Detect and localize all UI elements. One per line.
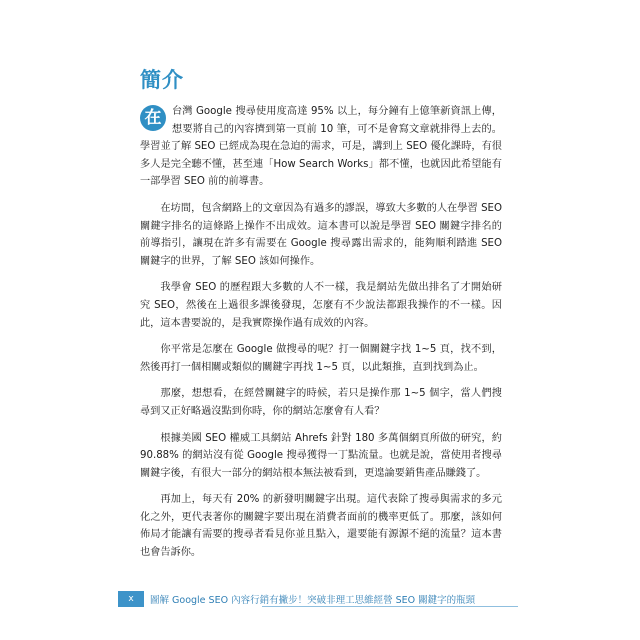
page-title: 簡介 xyxy=(140,68,184,92)
paragraph-3: 我學會 SEO 的歷程跟大多數的人不一樣，我是網站先做出排名了才開始研究 SEO，然後在上過很多課後發現，怎麼有不少說法都跟我操作的不一樣。因此，這本書要說的，是我實際操作過有成效的內容。 xyxy=(140,282,502,329)
paragraph-6: 根據美國 SEO 權威工具網站 Ahrefs 針對 180 多萬個網頁所做的研究，約 90.88% 的網站沒有從 Google 搜尋獲得一丁點流量。也就是說，當使用者搜尋關鍵字後，有很大一部分的網站根本無法被看到，更遑論要銷售產品賺錢了。 xyxy=(140,432,502,479)
page-number-badge: x xyxy=(118,591,144,607)
page-footer xyxy=(118,590,518,608)
paragraph-1 xyxy=(140,103,502,191)
dropcap: 在 xyxy=(140,105,166,131)
paragraph-4: 你平常是怎麼在 Google 做搜尋的呢？打一個關鍵字找 1~5 頁，找不到，然後再打一個相關或類似的關鍵字再找 1~5 頁，以此類推，直到找到為止。 xyxy=(140,344,502,373)
body-text xyxy=(140,103,502,571)
paragraph-5: 那麼，想想看，在經營關鍵字的時候，若只是操作那 1~5 個字，當人們搜尋到又正好略過沒點到你時，你的網站怎麼會有人看？ xyxy=(140,388,502,417)
footer-divider xyxy=(262,606,518,607)
paragraph-2: 在坊間，包含網路上的文章因為有過多的謬誤，導致大多數的人在學習 SEO 關鍵字排名的這條路上操作不出成效。這本書可以說是學習 SEO 關鍵字排名的前導指引，讓現在許多有需要在 Google 搜尋露出需求的，能夠順利踏進 SEO 關鍵字的世界，了解 SEO 該如何操作。 xyxy=(140,202,502,267)
footer-book-title: 圖解 Google SEO 內容行銷有撇步！突破非理工思維經營 SEO 關鍵字的瓶頸 xyxy=(150,595,476,606)
paragraph-text: 台灣 Google 搜尋使用度高達 95% 以上，每分鐘有上億筆新資訊上傳，想要將自己的內容擠到第一頁前 10 筆，可不是會寫文章就排得上去的。學習並了解 SEO 已經成為現在急迫的需求，可是，講到上 SEO 優化課時，有很多人是完全聽不懂，甚至連「How Search Works」都不懂，也就因此希望能有一部學習 SEO 前的前導書。 xyxy=(140,106,502,188)
paragraph-7: 再加上，每天有 20% 的新發明關鍵字出現。這代表除了搜尋與需求的多元化之外，更代表著你的關鍵字要出現在消費者面前的機率更低了。那麼，該如何佈局才能讓有需要的搜尋者看見你並且點入，還要能有源源不絕的流量？這本書也會告訴你。 xyxy=(140,494,502,559)
